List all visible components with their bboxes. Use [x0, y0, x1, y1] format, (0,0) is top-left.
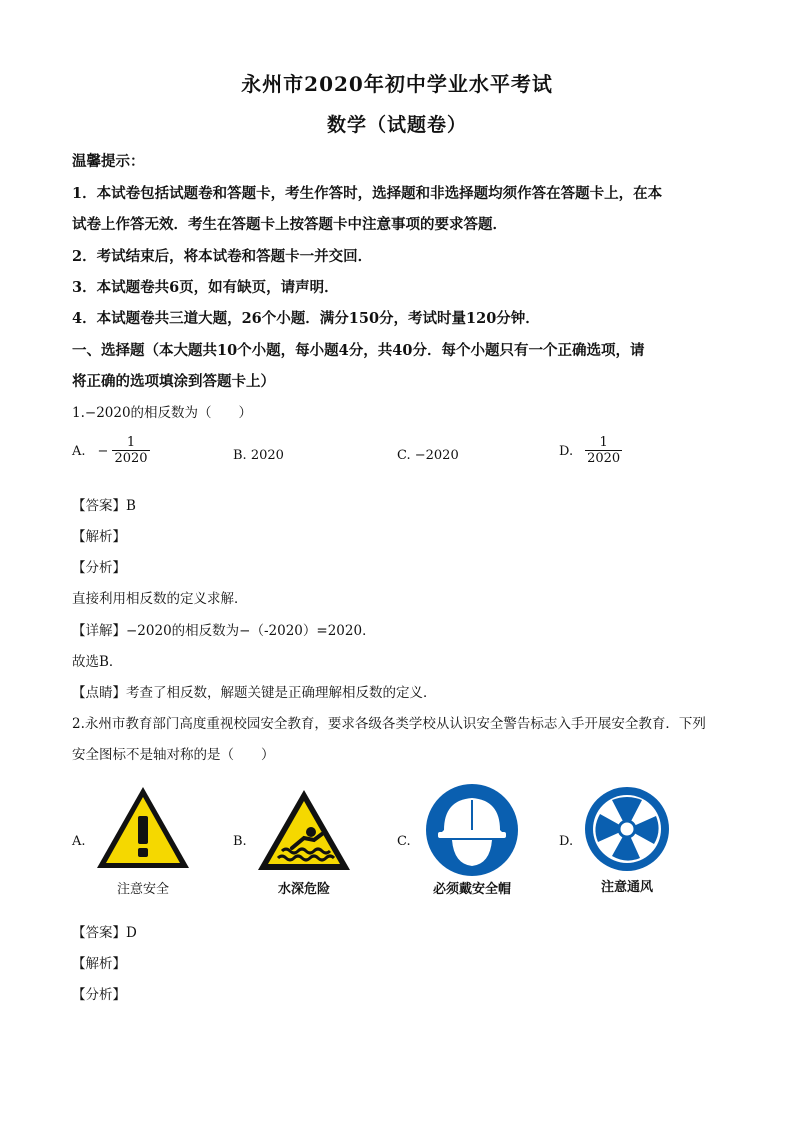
- tip-4: 4．本试题卷共三道大题，26个小题．满分150分，考试时量120分钟．: [72, 310, 540, 327]
- tip-1-line-1: 1．本试卷包括试题卷和答题卡，考生作答时，选择题和非选择题均须作答在答题卡上，在本: [72, 185, 663, 202]
- q1-option-a-letter: A.: [72, 443, 86, 459]
- q1-option-d: [559, 436, 622, 467]
- q1-option-a-numerator: 1: [126, 435, 136, 450]
- section-heading-line-1: 一、选择题（本大题共10个小题，每小题4分，共40分．每个小题只有一个正确选项，请: [72, 342, 645, 359]
- q1-detail: 【详解】−2020的相反数为−（-2020）=2020．: [72, 623, 376, 639]
- q1-analysis-label: 【解析】: [72, 529, 126, 545]
- q2-fenxi-label: 【分析】: [72, 987, 126, 1003]
- safety-helmet-sign-icon: [424, 782, 520, 878]
- q1-option-a: [72, 436, 150, 467]
- q1-option-a-sign: −: [97, 443, 109, 459]
- q2-option-c-letter: C.: [397, 834, 411, 849]
- deep-water-sign-icon: [256, 788, 352, 874]
- question-2-stem-line-2: 安全图标不是轴对称的是（ ）: [72, 747, 275, 763]
- exam-subtitle: 数学（试题卷）: [326, 114, 467, 136]
- q2-option-d-letter: D.: [559, 834, 574, 849]
- section-heading-line-2: 将正确的选项填涂到答题卡上）: [72, 373, 275, 390]
- q2-option-b-letter: B.: [233, 834, 247, 849]
- q2-option-a-letter: A.: [72, 834, 86, 849]
- question-1-stem: 1.−2020的相反数为（ ）: [72, 405, 253, 421]
- q1-option-d-letter: D.: [559, 443, 574, 459]
- q1-comment: 【点睛】考查了相反数，解题关键是正确理解相反数的定义．: [72, 685, 437, 701]
- caution-sign-icon: [94, 784, 192, 872]
- exam-title: 永州市2020年初中学业水平考试: [241, 72, 553, 96]
- q1-fenxi-label: 【分析】: [72, 560, 126, 576]
- q2-answer: 【答案】D: [72, 925, 137, 941]
- q1-option-d-denominator: 2020: [587, 451, 621, 467]
- question-2-stem-line-1: 2.永州市教育部门高度重视校园安全教育，要求各级各类学校从认识安全警告标志入手开展安全教育．下列: [72, 716, 706, 732]
- tip-1-line-2: 试卷上作答无效．考生在答题卡上按答题卡中注意事项的要求答题．: [72, 216, 507, 233]
- q2-analysis-label: 【解析】: [72, 956, 126, 972]
- q1-option-c: C. −2020: [397, 448, 459, 463]
- q1-choose: 故选B．: [72, 654, 123, 670]
- ventilation-fan-sign-icon: [584, 786, 670, 872]
- q1-option-d-fraction: [585, 436, 622, 467]
- q1-option-a-denominator: 2020: [114, 451, 148, 467]
- sign-a-label: 注意安全: [116, 882, 169, 897]
- sign-b-label: 水深危险: [277, 882, 330, 897]
- q1-option-d-numerator: 1: [599, 435, 608, 450]
- q1-option-b: B. 2020: [233, 448, 284, 463]
- tips-heading: 温馨提示：: [72, 153, 145, 170]
- q1-option-a-fraction: [112, 436, 149, 467]
- tip-2: 2．考试结束后，将本试卷和答题卡一并交回．: [72, 248, 373, 265]
- q1-fenxi-text: 直接利用相反数的定义求解．: [72, 591, 248, 607]
- sign-c-label: 必须戴安全帽: [432, 882, 511, 897]
- sign-d-label: 注意通风: [600, 880, 653, 895]
- tip-3: 3．本试题卷共6页，如有缺页，请声明．: [72, 279, 339, 296]
- q1-answer: 【答案】B: [72, 498, 136, 514]
